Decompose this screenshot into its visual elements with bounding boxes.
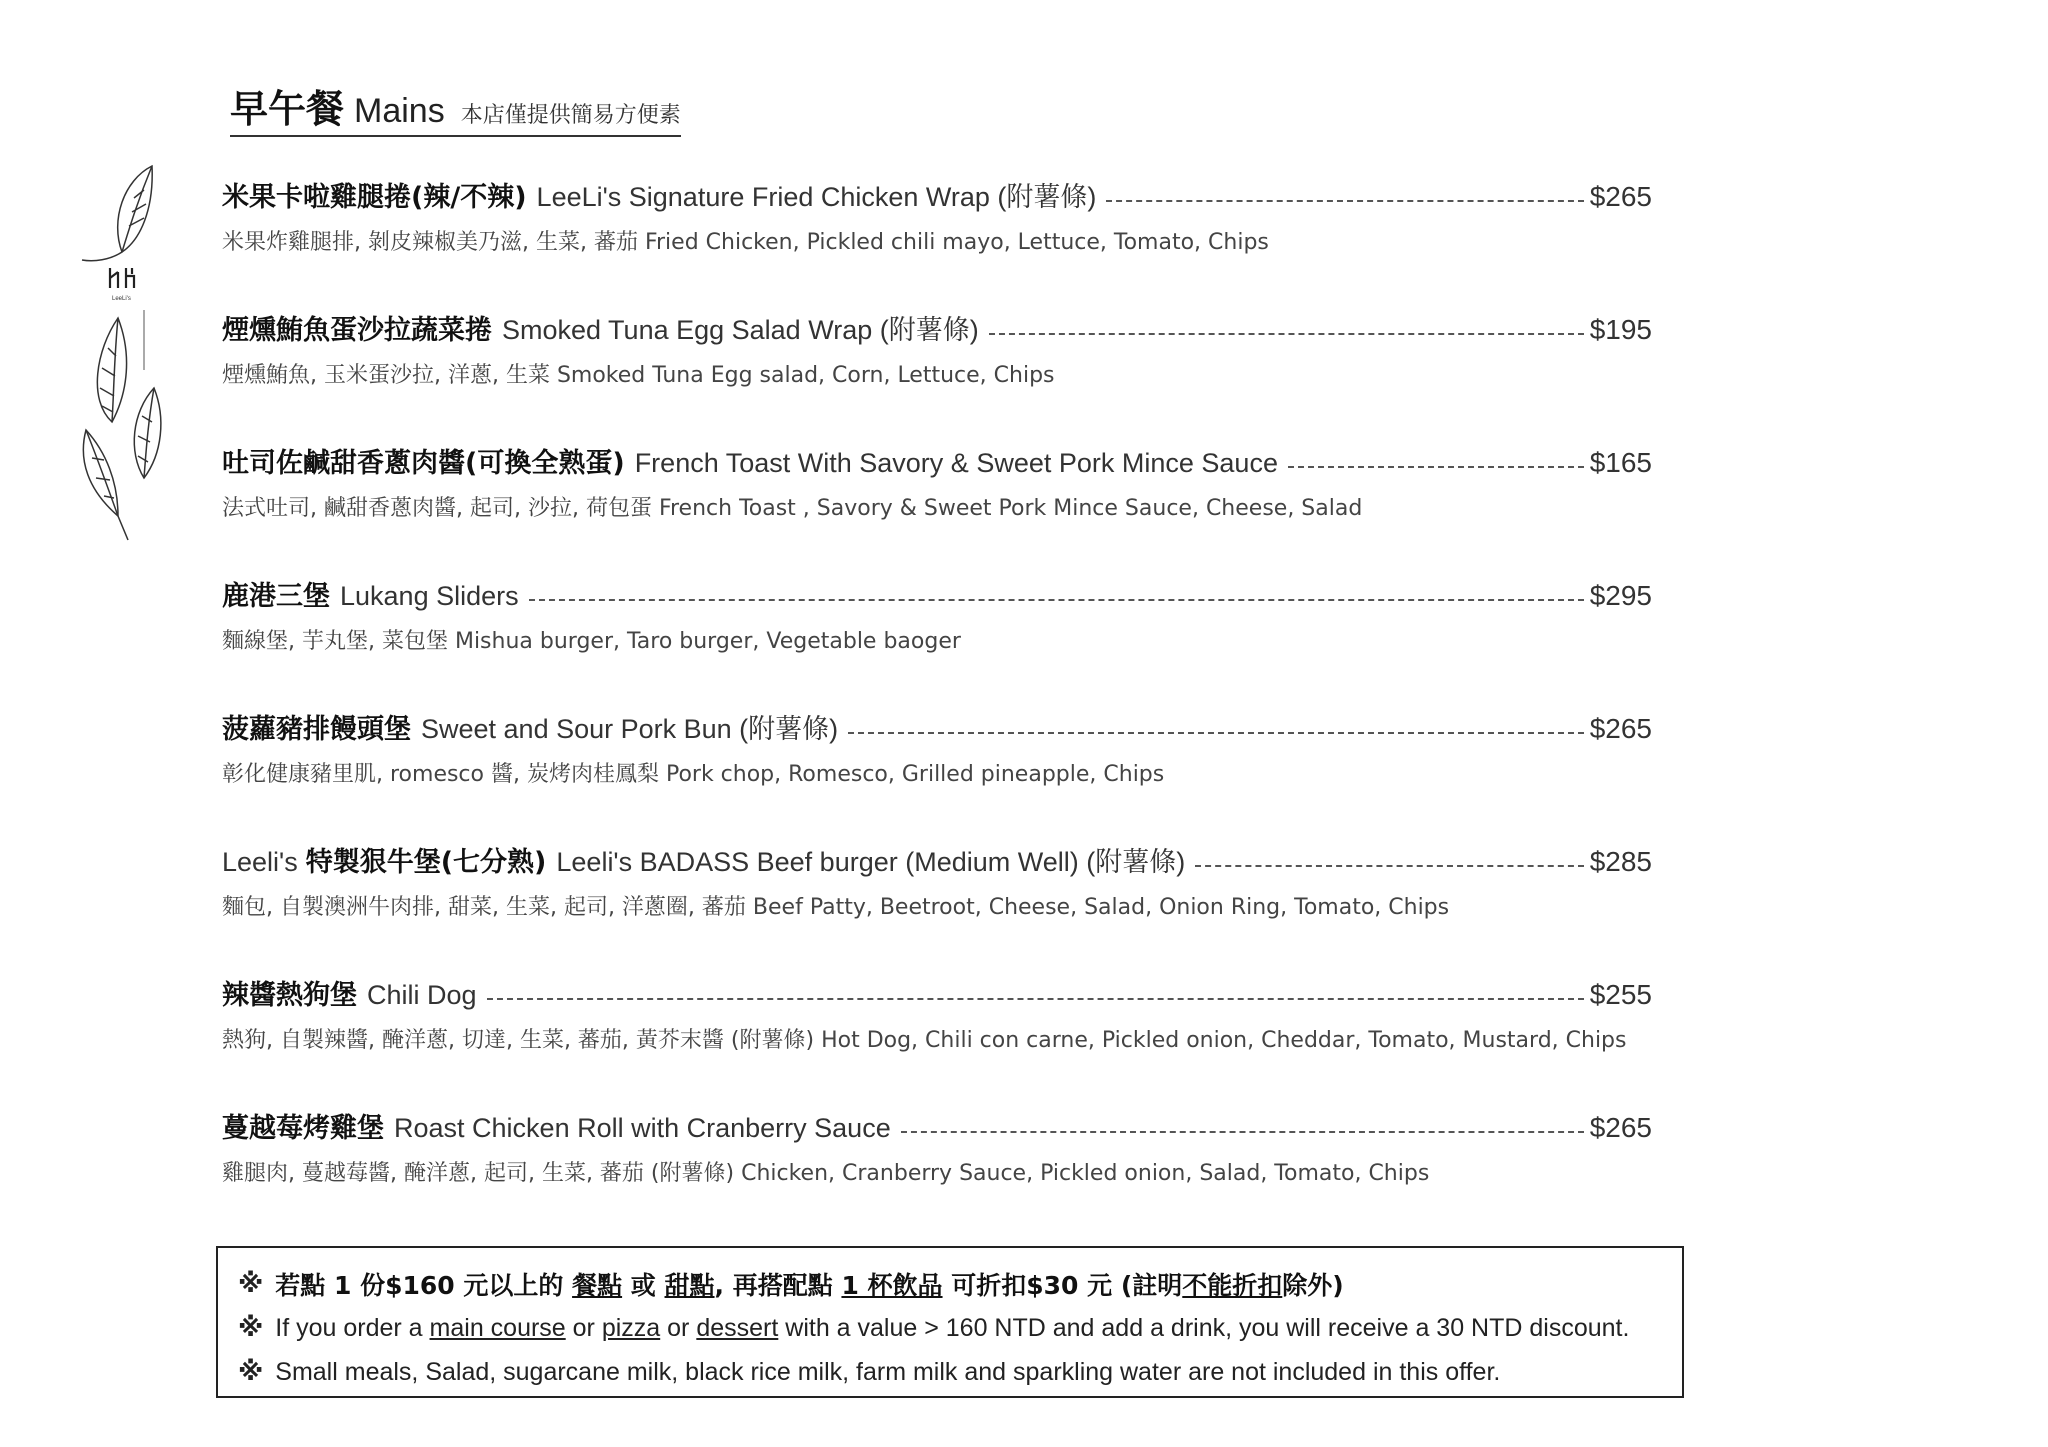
notice-zh-text: 若點 1 份$160 元以上的 餐點 或 甜點, 再搭配點 1 杯飲品 可折扣$30 元 (註明不能折扣除外) xyxy=(275,1271,1344,1300)
menu-item-description: 熱狗, 自製辣醬, 醃洋蔥, 切達, 生菜, 蕃茄, 黃芥末醬 (附薯條) Hot Dog, Chili con carne, Pickled onion, Cheddar, Tomato, Mustard, Chips xyxy=(222,1028,1627,1053)
discount-notice-box xyxy=(216,1246,1684,1398)
dotted-leader xyxy=(1288,466,1584,468)
menu-item-description: 麵包, 自製澳洲牛肉排, 甜菜, 生菜, 起司, 洋蔥圈, 蕃茄 Beef Patty, Beetroot, Cheese, Salad, Onion Ring, Tomato, Chips xyxy=(222,895,1450,920)
menu-item-title-row xyxy=(222,840,1652,880)
reference-mark: ※ xyxy=(238,1357,264,1387)
menu-item-name-zh: 鹿港三堡 xyxy=(222,581,330,612)
menu-item-name-en: Smoked Tuna Egg Salad Wrap (附薯條) xyxy=(502,315,979,345)
menu-item xyxy=(222,574,1652,707)
header-note: 本店僅提供簡易方便素 xyxy=(460,103,681,128)
menu-item xyxy=(222,1106,1652,1239)
header-title-en: Mains xyxy=(354,92,445,130)
menu-item-title-row xyxy=(222,574,1652,614)
menu-item-description: 米果炸雞腿排, 剝皮辣椒美乃滋, 生菜, 蕃茄 Fried Chicken, Pickled chili mayo, Lettuce, Tomato, Chips xyxy=(222,230,1269,255)
notice-en-text-2: Small meals, Salad, sugarcane milk, black rice milk, farm milk and sparkling water are not included in this offer. xyxy=(275,1357,1501,1386)
menu-item-name-zh: 辣醬熱狗堡 xyxy=(222,980,357,1011)
menu-item-name-en: LeeLi's Signature Fried Chicken Wrap (附薯條) xyxy=(536,182,1097,212)
menu-item-description: 法式吐司, 鹹甜香蔥肉醬, 起司, 沙拉, 荷包蛋 French Toast , Savory & Sweet Pork Mince Sauce, Cheese, Salad xyxy=(222,496,1363,521)
menu-item-description: 麵線堡, 芋丸堡, 菜包堡 Mishua burger, Taro burger, Vegetable baoger xyxy=(222,629,961,654)
menu-item-name-zh: 吐司佐鹹甜香蔥肉醬(可換全熟蛋) xyxy=(222,448,625,479)
menu-item-name-en: Roast Chicken Roll with Cranberry Sauce xyxy=(394,1113,891,1143)
menu-header xyxy=(230,78,681,137)
dotted-leader xyxy=(487,998,1584,1000)
menu-item-name-en: Sweet and Sour Pork Bun (附薯條) xyxy=(421,714,839,744)
menu-item-title-row xyxy=(222,1106,1652,1146)
leaf-icon xyxy=(82,166,152,261)
menu-item-name-zh: 米果卡啦雞腿捲(辣/不辣) xyxy=(222,182,527,213)
notice-line-en-2 xyxy=(238,1350,1682,1394)
menu-item xyxy=(222,441,1652,574)
menu-item xyxy=(222,973,1652,1106)
notice-line-zh xyxy=(238,1262,1682,1306)
notice-line-en-1 xyxy=(238,1306,1682,1350)
leaf-cluster-icon xyxy=(83,318,161,540)
menu-item-name-zh: 特製狠牛堡(七分熟) xyxy=(305,847,547,878)
leeli-logo xyxy=(110,268,134,288)
menu-item-name-zh: 蔓越莓烤雞堡 xyxy=(222,1113,384,1144)
menu-item-title-row xyxy=(222,175,1652,215)
menu-item xyxy=(222,707,1652,840)
header-title-zh: 早午餐 xyxy=(230,87,345,131)
menu-item-description: 雞腿肉, 蔓越莓醬, 醃洋蔥, 起司, 生菜, 蕃茄 (附薯條) Chicken, Cranberry Sauce, Pickled onion, Salad, Tomato, Chips xyxy=(222,1161,1430,1186)
menu-item-name-prefix: Leeli's xyxy=(222,847,298,877)
menu-item-price: $165 xyxy=(1589,447,1652,478)
menu-item-name-en: Chili Dog xyxy=(367,980,477,1010)
menu-item-name-en: Leeli's BADASS Beef burger (Medium Well) (附薯條) xyxy=(556,847,1186,877)
reference-mark: ※ xyxy=(238,1269,264,1299)
menu-item-price: $265 xyxy=(1589,1112,1652,1143)
reference-mark: ※ xyxy=(238,1313,264,1343)
logo-wordmark: LeeLi's xyxy=(112,296,131,302)
menu-item-price: $285 xyxy=(1589,846,1652,877)
dotted-leader xyxy=(848,732,1584,734)
menu-item-price: $255 xyxy=(1589,979,1652,1010)
leaf-illustration xyxy=(74,160,184,560)
dotted-leader xyxy=(989,333,1584,335)
menu-item-description: 彰化健康豬里肌, romesco 醬, 炭烤肉桂鳳梨 Pork chop, Romesco, Grilled pineapple, Chips xyxy=(222,762,1165,787)
dotted-leader xyxy=(1195,865,1583,867)
menu-item xyxy=(222,840,1652,973)
menu-item-price: $265 xyxy=(1589,713,1652,744)
menu-item-name-en: French Toast With Savory & Sweet Pork Mince Sauce xyxy=(634,448,1278,478)
menu-item-title-row xyxy=(222,308,1652,348)
menu-item-title-row xyxy=(222,707,1652,747)
menu-list xyxy=(222,175,1652,1239)
menu-item-title-row xyxy=(222,973,1652,1013)
menu-item-price: $195 xyxy=(1589,314,1652,345)
notice-en-text-1: If you order a main course or pizza or dessert with a value > 160 NTD and add a drink, you will receive a 30 NTD discount. xyxy=(275,1313,1630,1342)
dotted-leader xyxy=(901,1131,1584,1133)
menu-item xyxy=(222,308,1652,441)
menu-item-name-en: Lukang Sliders xyxy=(340,581,519,611)
menu-item xyxy=(222,175,1652,308)
menu-item-name-zh: 菠蘿豬排饅頭堡 xyxy=(222,714,411,745)
menu-item-price: $295 xyxy=(1589,580,1652,611)
menu-item-description: 煙燻鮪魚, 玉米蛋沙拉, 洋蔥, 生菜 Smoked Tuna Egg salad, Corn, Lettuce, Chips xyxy=(222,363,1055,388)
menu-item-price: $265 xyxy=(1589,181,1652,212)
menu-item-name-zh: 煙燻鮪魚蛋沙拉蔬菜捲 xyxy=(222,315,492,346)
dotted-leader xyxy=(1106,200,1583,202)
menu-item-title-row xyxy=(222,441,1652,481)
dotted-leader xyxy=(529,599,1584,601)
